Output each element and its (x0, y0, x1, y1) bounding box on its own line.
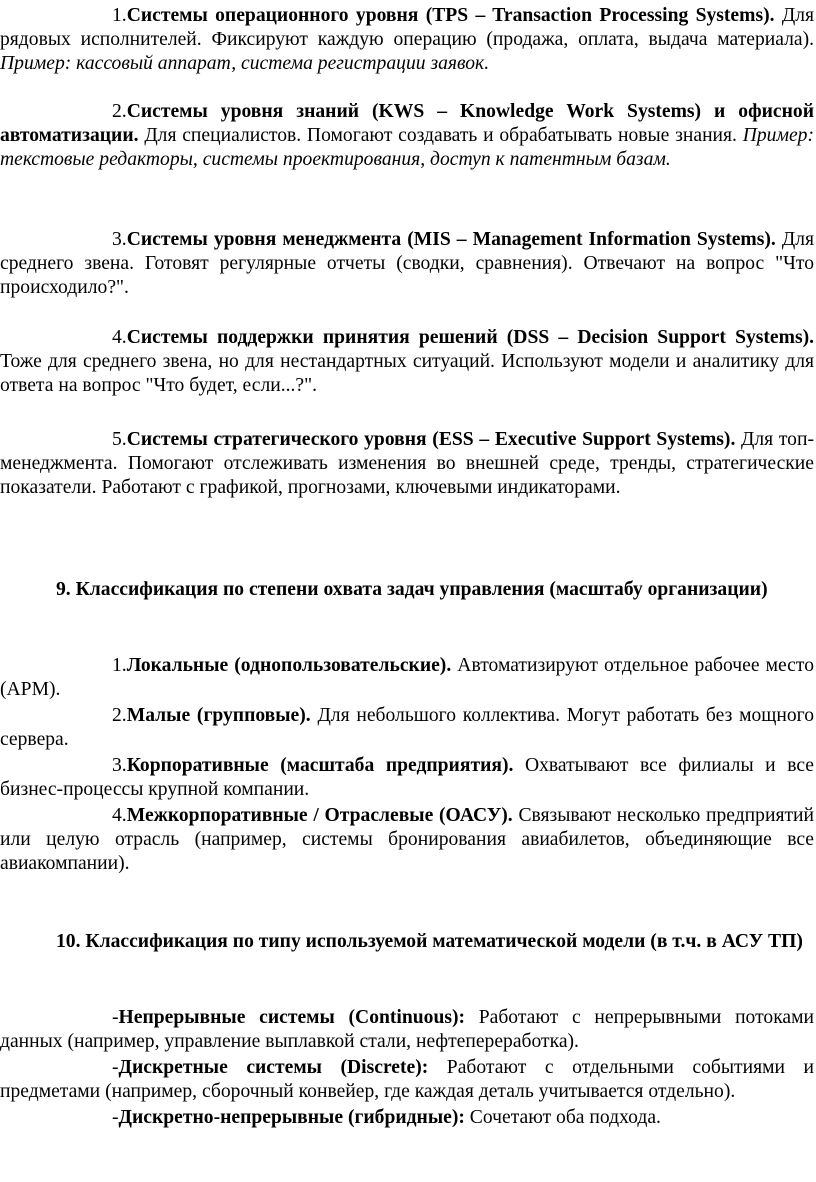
item-title: Системы операционного уровня (TPS – Transaction Processing Systems). (126, 5, 775, 26)
list-item-intercorporate (0, 804, 814, 876)
item-example: Пример: кассовый аппарат, система регистрации заявок. (0, 53, 490, 74)
item-title: Системы уровня знаний (KWS – Knowledge Work Systems) и офисной автоматизации. (0, 101, 814, 146)
list-number: 2. (112, 705, 127, 726)
list-number: 1. (112, 5, 127, 26)
item-title: Межкорпоративные / Отраслевые (ОАСУ). (126, 805, 513, 826)
item-text: Для рядовых исполнителей. Фиксируют каждую операцию (продажа, оплата, выдача материала). (0, 5, 814, 50)
list-item-dss (0, 326, 814, 398)
item-text: Для топ-менеджмента. Помогают отслеживать изменения во внешней среде, тренды, стратегические показатели. Работают с графикой, прогнозами, ключевыми индикаторами. (0, 429, 814, 498)
list-number: 3. (112, 229, 127, 250)
list-item-local (0, 654, 814, 702)
list-number: 2. (112, 101, 127, 122)
item-title: Системы поддержки принятия решений (DSS – Decision Support Systems). (126, 327, 814, 348)
item-title: Дискретные системы (Discrete): (118, 1057, 429, 1078)
list-number: 1. (112, 655, 127, 676)
list-bullet: - (112, 1107, 119, 1128)
list-item-ess (0, 428, 814, 500)
list-number: 4. (112, 805, 127, 826)
item-title: Непрерывные системы (Continuous): (118, 1007, 466, 1028)
section-10-heading: 10. Классификация по типу используемой математической модели (в т.ч. в АСУ ТП) (56, 931, 803, 952)
list-bullet: - (112, 1057, 119, 1078)
list-number: 5. (112, 429, 127, 450)
item-text: Работают с отдельными событиями и предметами (например, сборочный конвейер, где каждая деталь учитывается отдельно). (0, 1057, 814, 1102)
list-item-mis (0, 228, 814, 300)
list-number: 3. (112, 755, 127, 776)
list-item-kws (0, 100, 814, 172)
item-text: Для специалистов. Помогают создавать и обрабатывать новые знания. (138, 125, 743, 146)
item-title: Системы уровня менеджмента (MIS – Management Information Systems). (126, 229, 776, 250)
item-title: Системы стратегического уровня (ESS – Executive Support Systems). (126, 429, 736, 450)
list-item-continuous (0, 1006, 814, 1054)
item-text: Для небольшого коллектива. Могут работать без мощного сервера. (0, 705, 814, 750)
list-number: 4. (112, 327, 127, 348)
item-text: Сочетают оба подхода. (464, 1107, 661, 1128)
item-text: Охватывают все филиалы и все бизнес-процессы крупной компании. (0, 755, 814, 800)
section-9-heading: 9. Классификация по степени охвата задач управления (масштабу организации) (56, 579, 768, 600)
list-item-tps (0, 4, 814, 76)
item-title: Локальные (однопользовательские). (126, 655, 452, 676)
list-item-hybrid (0, 1106, 814, 1130)
item-text: Связывают несколько предприятий или целую отрасль (например, системы бронирования авиабилетов, объединяющие все авиакомпании). (0, 805, 814, 874)
item-text: Для среднего звена. Готовят регулярные отчеты (сводки, сравнения). Отвечают на вопрос "Что происходило?". (0, 229, 814, 298)
item-text: Работают с непрерывными потоками данных (например, управление выплавкой стали, нефтепереработка). (0, 1007, 814, 1052)
item-title: Малые (групповые). (126, 705, 311, 726)
list-bullet: - (112, 1007, 119, 1028)
item-text: Автоматизируют отдельное рабочее место (АРМ). (0, 655, 814, 700)
item-example: Пример: текстовые редакторы, системы проектирования, доступ к патентным базам. (0, 125, 814, 170)
list-item-discrete (0, 1056, 814, 1104)
item-title: Корпоративные (масштаба предприятия). (126, 755, 514, 776)
item-title: Дискретно-непрерывные (гибридные): (118, 1107, 465, 1128)
list-item-corporate (0, 754, 814, 802)
list-item-small (0, 704, 814, 752)
item-text: Тоже для среднего звена, но для нестандартных ситуаций. Используют модели и аналитику для ответа на вопрос "Что будет, если...?". (0, 351, 814, 396)
